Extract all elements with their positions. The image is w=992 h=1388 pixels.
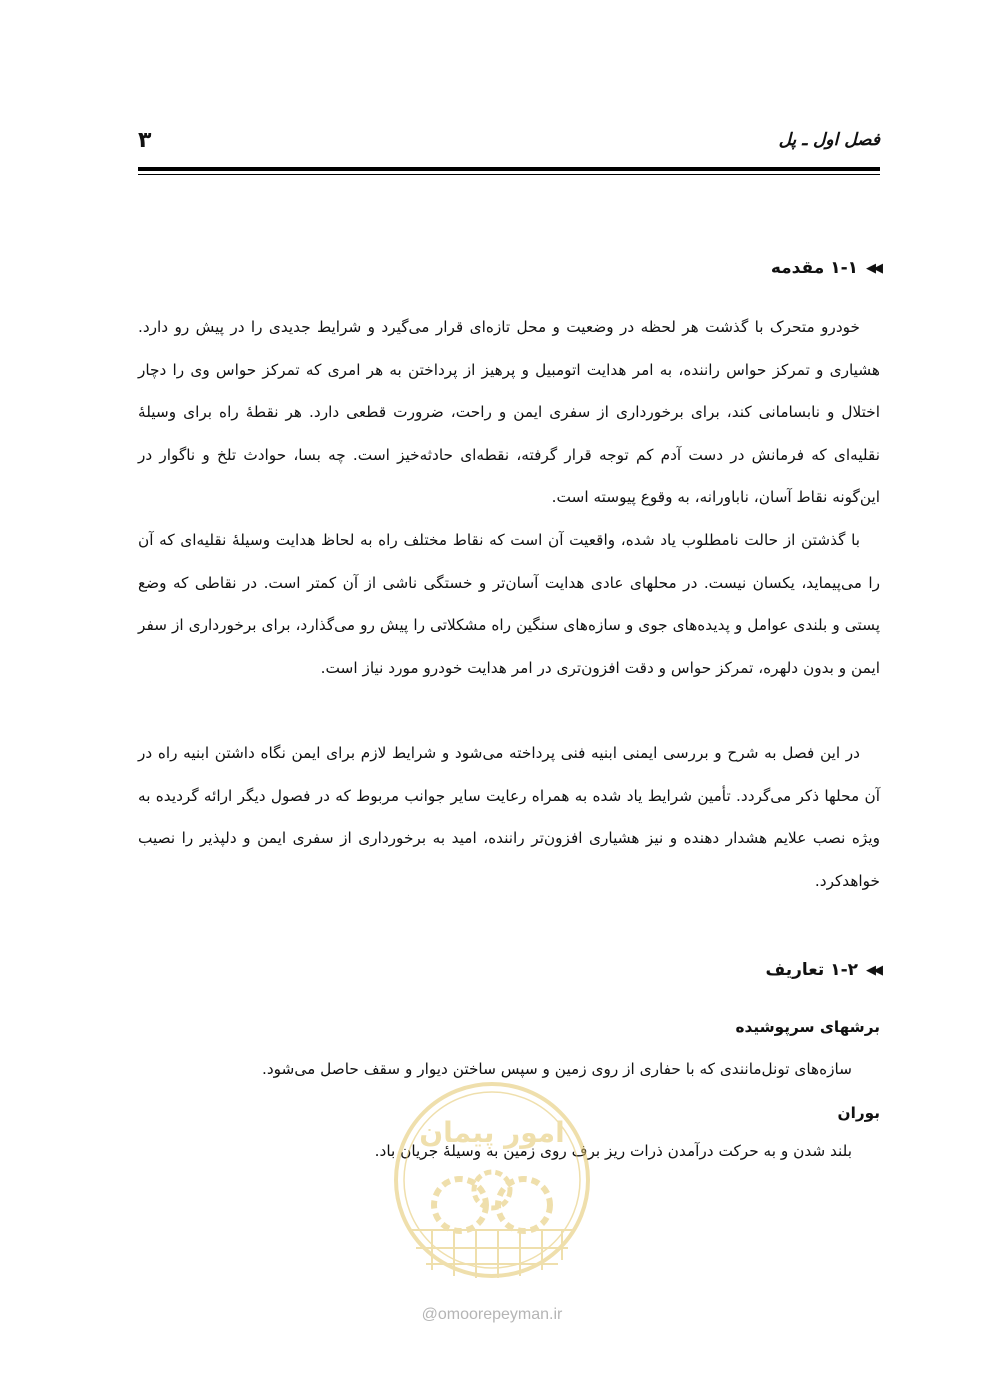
chapter-title: فصل اول ـ پل — [778, 130, 880, 150]
section-heading-definitions — [765, 960, 880, 980]
paragraph: در این فصل به شرح و بررسی ایمنی ابنیه فنی پرداخته می‌شود و شرایط لازم برای ایمن نگاه داشتن ابنیه راه در آن محلها ذکر می‌گردد. تأمین شرایط یاد شده به همراه رعایت سایر جوانب مربوط که در فصول دیگر ارائه گردیده به ویژه نصب علایم هشدار دهنده و نیز هشیاری افزون‌تر راننده، امید به برخورداری از سفری ایمن و دلپذیر را نصیب خواهدکرد. — [138, 744, 880, 890]
paragraph: با گذشتن از حالت نامطلوب یاد شده، واقعیت آن است که نقاط مختلف راه به لحاظ هدایت وسیلهٔ نقلیه‌ای که آن را می‌پیماید، یکسان نیست. در محلهای عادی هدایت آسان‌تر و خستگی ناشی از آن کمتر است. در نقاطی که وضع پستی و بلندی عوامل و پدیده‌های جوی و سازه‌های سنگین راه مشکلاتی را پیش رو می‌گذارد، برای برخورداری از سفر ایمن و بدون دلهره، تمرکز حواس و دقت افزون‌تری در امر هدایت خودرو مورد نیاز است. — [138, 531, 880, 677]
double-arrow-icon: ◀◀ — [866, 962, 880, 978]
section-heading-intro — [771, 258, 880, 278]
definition-text: بلند شدن و به حرکت درآمدن ذرات ریز برف روی زمین به وسیلهٔ جریان باد. — [374, 1142, 852, 1160]
watermark-logo-text: امور پیمان — [419, 1116, 565, 1149]
page-number: ۳ — [138, 128, 152, 153]
header-rule — [138, 167, 880, 175]
definition-term: بوران — [837, 1104, 880, 1122]
watermark-url: @omoorepeyman.ir — [421, 1306, 563, 1323]
section-title: ۱-۱ مقدمه — [770, 258, 858, 278]
paragraph: خودرو متحرک با گذشت هر لحظه در وضعیت و محل تازه‌ای قرار می‌گیرد و شرایط جدیدی را در پیش رو دارد. هشیاری و تمرکز حواس راننده، به امر هدایت اتومبیل و پرهیز از پرداختن به هر امری که تمرکز حواس وی را دچار اختلال و نابسامانی کند، برای برخورداری از سفری ایمن و راحت، ضرورت قطعی دارد. هر نقطهٔ راه برای وسیلهٔ نقلیه‌ای که فرمانش در دست آدم کم توجه قرار گرفته، نقطه‌ای حادثه‌خیز است. چه بسا، حوادث تلخ و ناگوار در این‌گونه نقاط آسان، ناباورانه، به وقوع پیوسته است. — [138, 318, 880, 506]
definition-term: برشهای سرپوشیده — [735, 1018, 880, 1036]
running-header — [138, 128, 880, 158]
definition-text: سازه‌های تونل‌مانندی که با حفاری از روی زمین و سپس ساختن دیوار و سقف حاصل می‌شود. — [261, 1060, 852, 1078]
watermark-logo — [392, 1080, 592, 1320]
section-title: ۱-۲ تعاریف — [765, 960, 858, 980]
double-arrow-icon: ◀◀ — [866, 260, 880, 276]
